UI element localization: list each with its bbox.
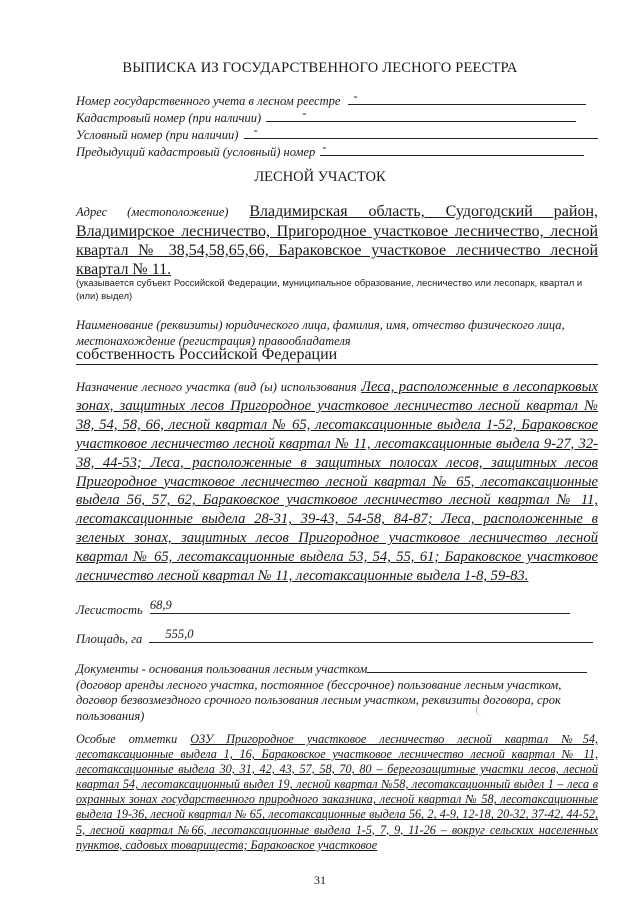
previous-number-row <box>76 140 584 160</box>
forest-cover-label: Лесистость <box>76 603 143 617</box>
section-title: ЛЕСНОЙ УЧАСТОК <box>254 169 386 185</box>
area-label: Площадь, га <box>76 632 143 646</box>
documents-label: Документы - основания пользования лесным участком <box>76 662 368 676</box>
conditional-number-label: Условный номер (при наличии) <box>76 128 239 142</box>
special-marks-label: Особые отметки <box>76 732 178 746</box>
purpose-block <box>76 378 598 586</box>
documents-block <box>76 660 602 724</box>
purpose-label: Назначение лесного участка (вид (ы) использования <box>76 380 357 394</box>
document-title: ВЫПИСКА ИЗ ГОСУДАРСТВЕННОГО ЛЕСНОГО РЕЕСТРА <box>122 60 518 76</box>
owner-label: Наименование (реквизиты) юридического лица, фамилия, имя, отчество физического лица, местонахождение (регистрация) правообладателя <box>76 318 565 348</box>
cadastral-number-label: Кадастровый номер (при наличии) <box>76 111 262 125</box>
previous-number-label: Предыдущий кадастровый (условный) номер <box>76 145 316 159</box>
conditional-number-value: - <box>253 123 258 137</box>
forest-cover-value: 68,9 <box>149 598 172 612</box>
cadastral-number-value: - <box>302 106 307 120</box>
area-value: 555,0 <box>165 627 194 641</box>
pencil-mark <box>476 703 483 717</box>
address-block <box>76 202 598 279</box>
special-marks-value: ОЗУ Пригородное участковое лесничество лесной квартал №54, лесотаксационные выдела 1, 16, Бараковское участковое лесничество лесной квартал № 11, лесотаксационные выдела 30, 31, 42, 43, 57, 58, 70, 80 – берегозащитные участки лесов, лесной квартал 54, лесотаксационный выдел 19, лесной квартал №58, лесотаксационный выдел 1 – леса в охранных зонах государственного природного заказника, лесной квартал № 58, лесотаксационные выдела 19-36, лесной квартал № 65, лесотаксационные выдела 56, 2, 4-9, 12-18, 20-32, 37-42, 44-52, 5, лесной квартал №66, лесотаксационные выдела 1-5, 7, 9, 11-26 – вокруг сельских населенных пунктов, садовых товариществ; Бараковское участковое <box>76 732 599 852</box>
special-marks-block <box>76 732 598 853</box>
address-note: (указывается субъект Российской Федерации, муниципальное образование, лесничество или лесопарк, квартал и (или) выдел) <box>76 278 583 302</box>
purpose-value: Леса, расположенные в лесопарковых зонах, защитных лесов Пригородное участковое лесничество лесной квартал № 38, 54, 58, 66, лесной квартал № 65, лесотаксационные выдела 1-52, Бараковское участковое лесничество лесной квартал № 11, лесотаксационные выдела 9-27, 32-38, 44-53; Леса, расположенные в защитных полосах лесов, защитных лесов Пригородное участковое лесничество лесной квартал № 65, лесотаксационные выдела 56, 57, 62, Бараковское участковое лесничество лесной квартал № 11, лесотаксационные выдела 28-31, 39-43, 54-58, 84-87; Леса, расположенные в зеленых зонах, защитных лесов Пригородное участковое лесничество лесной квартал № 65, лесотаксационные выдела 53, 54, 55, 61; Бараковское участковое лесничество лесной квартал № 11, лесотаксационные выдела 1-8, 59-83. <box>76 379 598 585</box>
registry-number-label: Номер государственного учета в лесном реестре <box>76 94 341 108</box>
previous-number-value: - <box>322 140 327 154</box>
address-value: Владимирская область, Судогодский район, Владимирское лесничество, Пригородное участковое лесничество, лесной квартал № 38,54,58,65,66, Бараковское участковое лесничество лесной квартал № 11. <box>76 203 598 278</box>
registry-number-value: - <box>353 89 358 103</box>
area-row <box>76 627 593 647</box>
address-label: Адрес (местоположение) <box>76 205 229 219</box>
forest-cover-row <box>76 598 570 618</box>
owner-value: собственность Российской Федерации <box>76 345 598 365</box>
page-number: 31 <box>314 873 326 887</box>
documents-note: (договор аренды лесного участка, постоянное (бессрочное) пользование лесным участком, договор безвозмездного срочного пользования лесным участком, реквизиты договора, срок пользования) <box>76 677 562 723</box>
